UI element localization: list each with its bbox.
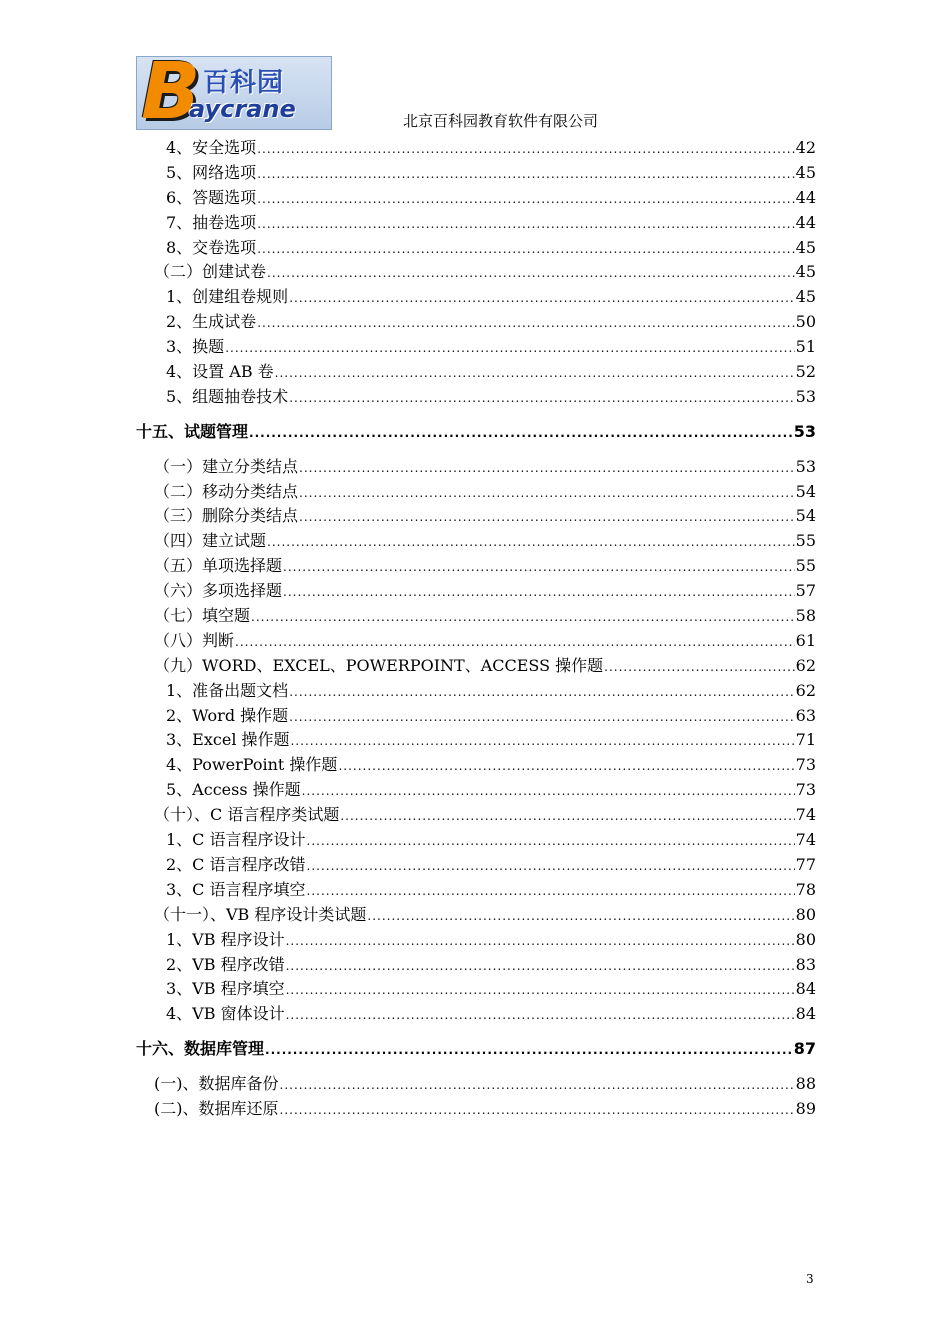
toc-entry-title: 5、组题抽卷技术 (166, 386, 289, 406)
toc-entry[interactable] (136, 160, 816, 185)
toc-entry-page: 78 (795, 879, 816, 899)
toc-entry-title: 5、Access 操作题 (166, 780, 301, 800)
toc-leader-dots (251, 610, 795, 624)
toc-leader-dots (307, 859, 795, 873)
toc-entry-title: 4、PowerPoint 操作题 (166, 755, 338, 775)
toc-entry-page: 73 (795, 755, 816, 775)
page-number: 3 (806, 1272, 814, 1286)
toc-leader-dots (257, 192, 794, 206)
toc-entry[interactable] (136, 503, 816, 528)
toc-leader-dots (280, 1103, 795, 1117)
toc-leader-dots (299, 486, 795, 500)
toc-entry-title: 1、C 语言程序设计 (166, 830, 306, 850)
bayecrane-logo (136, 56, 332, 130)
toc-entry-page: 52 (795, 362, 816, 382)
toc-entry-title: 3、Excel 操作题 (166, 730, 290, 750)
toc-leader-dots (291, 734, 795, 748)
toc-entry-title: 5、网络选项 (166, 162, 257, 182)
toc-entry-page: 42 (795, 138, 816, 157)
toc-entry-title: 6、答题选项 (166, 187, 257, 207)
toc-entry-title: 3、换题 (166, 337, 225, 357)
toc-entry[interactable] (136, 802, 816, 827)
toc-leader-dots (299, 510, 795, 524)
toc-entry-title: 十六、数据库管理 (136, 1039, 265, 1059)
toc-leader-dots (283, 585, 795, 599)
toc-entry-page: 45 (795, 162, 816, 182)
toc-entry-page: 54 (795, 481, 816, 501)
toc-entry[interactable] (136, 359, 816, 384)
toc-leader-dots (289, 710, 794, 724)
toc-leader-dots (225, 341, 794, 355)
toc-entry[interactable] (136, 603, 816, 628)
toc-entry[interactable] (136, 902, 816, 927)
toc-entry-page: 83 (795, 954, 816, 974)
toc-entry-title: 1、准备出题文档 (166, 680, 289, 700)
toc-entry-page: 53 (795, 386, 816, 406)
toc-leader-dots (289, 291, 794, 305)
toc-entry-title: (一)、数据库备份 (154, 1074, 279, 1094)
toc-entry[interactable] (136, 334, 816, 359)
toc-entry-title: （一）建立分类结点 (154, 456, 299, 476)
toc-leader-dots (267, 266, 795, 280)
toc-leader-dots (275, 366, 795, 380)
toc-entry-title: 十五、试题管理 (136, 421, 249, 441)
toc-entry[interactable] (136, 1036, 816, 1061)
toc-entry-page: 53 (795, 456, 816, 476)
toc-entry-title: 2、生成试卷 (166, 312, 257, 332)
toc-entry[interactable] (136, 235, 816, 260)
toc-entry[interactable] (136, 553, 816, 578)
logo-chinese-text: 百科园 (203, 68, 285, 98)
toc-entry[interactable] (136, 976, 816, 1001)
toc-entry[interactable] (136, 284, 816, 309)
toc-leader-dots (257, 217, 794, 231)
toc-entry[interactable] (136, 952, 816, 977)
toc-entry-title: 1、VB 程序设计 (166, 929, 285, 949)
toc-entry[interactable] (136, 852, 816, 877)
toc-entry-page: 77 (795, 854, 816, 874)
toc-leader-dots (299, 461, 795, 475)
toc-leader-dots (286, 983, 795, 997)
toc-entry-page: 45 (795, 287, 816, 307)
toc-entry[interactable] (136, 454, 816, 479)
toc-leader-dots (604, 660, 794, 674)
toc-entry-page: 88 (795, 1074, 816, 1094)
page-header (136, 56, 816, 130)
toc-entry-page: 53 (793, 421, 816, 441)
toc-leader-dots (286, 959, 795, 973)
toc-entry[interactable] (136, 210, 816, 235)
toc-entry-page: 80 (795, 929, 816, 949)
toc-entry[interactable] (136, 877, 816, 902)
toc-leader-dots (286, 1008, 795, 1022)
toc-leader-dots (289, 685, 794, 699)
toc-entry[interactable] (136, 777, 816, 802)
toc-entry[interactable] (136, 528, 816, 553)
toc-entry-page: 84 (795, 1004, 816, 1024)
toc-entry[interactable] (136, 384, 816, 409)
toc-entry[interactable] (136, 479, 816, 504)
toc-leader-dots (283, 560, 795, 574)
logo-initial: B (141, 56, 201, 130)
logo-english-text: aycrane (189, 95, 296, 123)
toc-entry-page: 55 (795, 556, 816, 576)
toc-entry[interactable] (136, 827, 816, 852)
toc-leader-dots (257, 167, 794, 181)
toc-leader-dots (257, 242, 794, 256)
toc-leader-dots (307, 884, 795, 898)
toc-leader-dots (257, 316, 794, 330)
toc-entry[interactable] (136, 259, 816, 284)
toc-entry[interactable] (136, 1001, 816, 1026)
toc-entry[interactable] (136, 1096, 816, 1121)
toc-entry-page: 57 (795, 581, 816, 601)
toc-entry-page: 87 (793, 1039, 816, 1059)
toc-leader-dots (267, 535, 795, 549)
toc-entry-page: 55 (795, 531, 816, 551)
toc-entry-page: 80 (795, 904, 816, 924)
toc-entry[interactable] (136, 419, 816, 444)
toc-entry-page: 61 (795, 630, 816, 650)
toc-entry-page: 58 (795, 606, 816, 626)
toc-leader-dots (289, 391, 794, 405)
toc-entry-title: (二)、数据库还原 (154, 1098, 279, 1118)
toc-entry-title: 2、C 语言程序改错 (166, 854, 306, 874)
toc-entry-title: 2、Word 操作题 (166, 705, 289, 725)
toc-entry[interactable] (136, 628, 816, 653)
toc-leader-dots (280, 1078, 795, 1092)
toc-leader-dots (302, 784, 795, 798)
toc-entry-title: （四）建立试题 (154, 531, 267, 551)
toc-entry[interactable] (136, 727, 816, 752)
toc-entry[interactable] (136, 703, 816, 728)
toc-entry-title: 7、抽卷选项 (166, 212, 257, 232)
toc-leader-dots (286, 934, 795, 948)
toc-entry-page: 62 (795, 680, 816, 700)
toc-entry-page: 73 (795, 780, 816, 800)
toc-entry[interactable] (136, 578, 816, 603)
toc-entry-page: 71 (795, 730, 816, 750)
toc-entry-title: （十一）、VB 程序设计类试题 (154, 904, 367, 924)
toc-entry[interactable] (136, 185, 816, 210)
toc-leader-dots (257, 142, 794, 156)
toc-leader-dots (249, 426, 793, 440)
toc-entry-title: 8、交卷选项 (166, 237, 257, 257)
toc-entry[interactable] (136, 927, 816, 952)
toc-entry-page: 89 (795, 1098, 816, 1118)
toc-entry-page: 50 (795, 312, 816, 332)
toc-entry[interactable] (136, 752, 816, 777)
toc-entry-title: 2、VB 程序改错 (166, 954, 285, 974)
toc-leader-dots (265, 1043, 793, 1057)
toc-entry-page: 45 (795, 237, 816, 257)
toc-entry-title: （八）判断 (154, 630, 235, 650)
toc-entry[interactable] (136, 309, 816, 334)
toc-entry-title: （九）WORD、EXCEL、POWERPOINT、ACCESS 操作题 (154, 655, 604, 675)
toc-entry-page: 54 (795, 506, 816, 526)
toc-entry-page: 51 (795, 337, 816, 357)
toc-leader-dots (235, 635, 795, 649)
toc-leader-dots (307, 834, 795, 848)
toc-entry-page: 74 (795, 805, 816, 825)
toc-entry-page: 44 (795, 187, 816, 207)
toc-leader-dots (367, 909, 794, 923)
toc-entry-title: 1、创建组卷规则 (166, 287, 289, 307)
toc-entry-title: 3、C 语言程序填空 (166, 879, 306, 899)
toc-entry-title: 4、VB 窗体设计 (166, 1004, 285, 1024)
toc-entry-title: （二）移动分类结点 (154, 481, 299, 501)
toc-leader-dots (338, 759, 794, 773)
toc-entry[interactable] (136, 653, 816, 678)
toc-entry-page: 45 (795, 262, 816, 282)
toc-entry-title: （十）、C 语言程序类试题 (154, 805, 340, 825)
table-of-contents (136, 135, 816, 1121)
toc-entry-page: 74 (795, 830, 816, 850)
toc-entry-title: 3、VB 程序填空 (166, 979, 285, 999)
toc-entry[interactable] (136, 1071, 816, 1096)
toc-leader-dots (340, 809, 794, 823)
toc-entry[interactable] (136, 135, 816, 160)
toc-entry-title: （二）创建试卷 (154, 262, 267, 282)
toc-entry-page: 84 (795, 979, 816, 999)
company-name: 北京百科园教育软件有限公司 (402, 112, 598, 130)
toc-entry[interactable] (136, 678, 816, 703)
toc-entry-title: （七）填空题 (154, 606, 251, 626)
toc-entry-title: （三）删除分类结点 (154, 506, 299, 526)
toc-entry-page: 62 (795, 655, 816, 675)
toc-entry-title: （五）单项选择题 (154, 556, 283, 576)
toc-entry-title: 4、安全选项 (166, 138, 257, 157)
toc-entry-title: （六）多项选择题 (154, 581, 283, 601)
toc-entry-page: 63 (795, 705, 816, 725)
toc-entry-title: 4、设置 AB 卷 (166, 362, 274, 382)
toc-entry-page: 44 (795, 212, 816, 232)
